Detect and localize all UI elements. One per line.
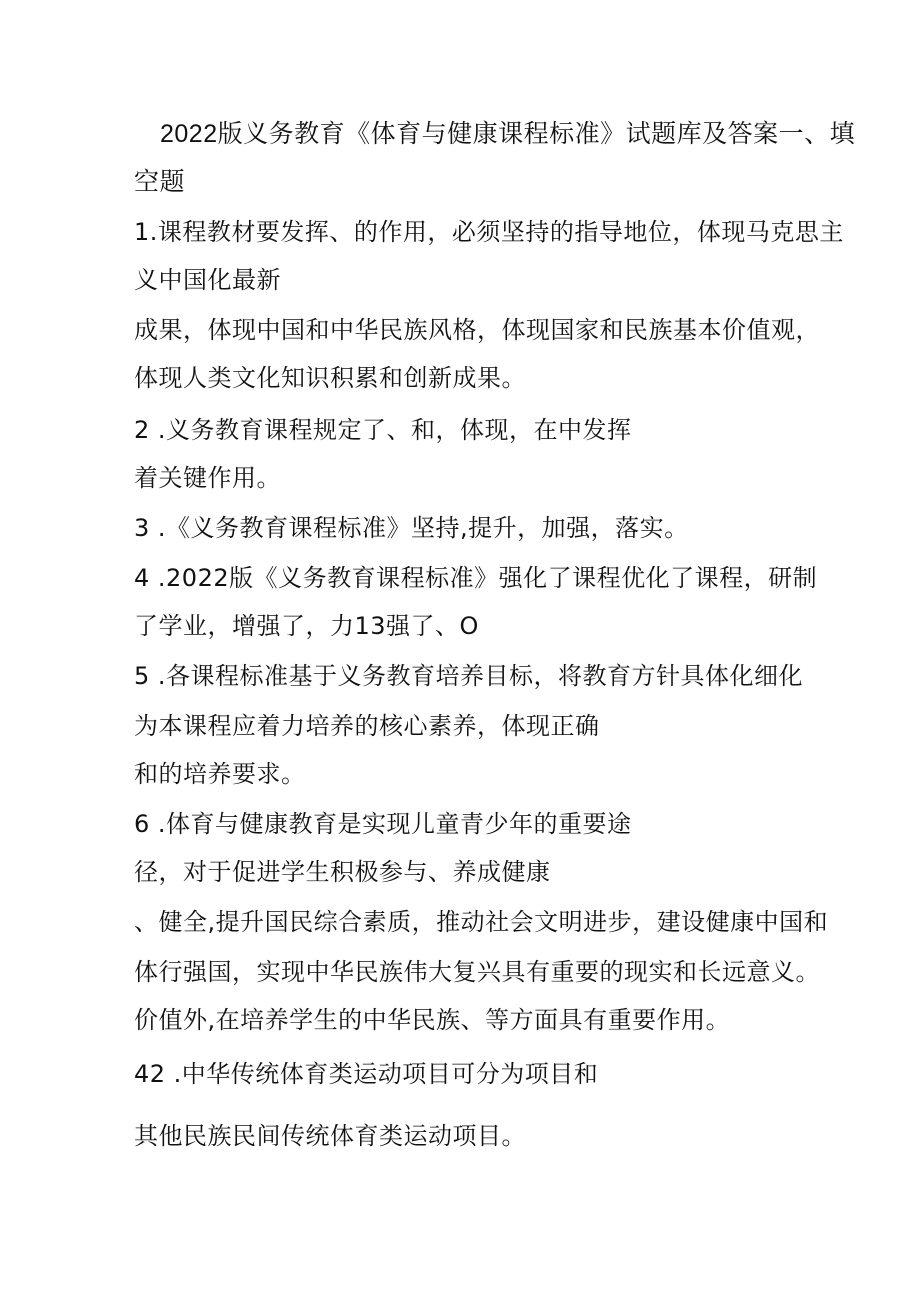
text-line-3: 成果，体现中国和中华民族风格，体现国家和民族基本价值观， bbox=[134, 316, 820, 344]
text-line-10: 5 .各课程标准基于义务教育培养目标，将教育方针具体化细化 bbox=[134, 662, 804, 690]
text-line-11: 为本课程应着力培养的核心素养，体现正确 bbox=[134, 712, 600, 740]
text-line-8: 4 .2022版《义务教育课程标准》强化了课程优化了课程，研制 bbox=[134, 564, 818, 592]
text-line-14: 径，对于促进学生积极参与、养成健康 bbox=[134, 858, 551, 886]
text-line-16: 体行强国，实现中华民族伟大复兴具有重要的现实和长远意义。 bbox=[134, 958, 820, 986]
document-title-line-1: 2022版义务教育《体育与健康课程标准》试题库及答案一、填 bbox=[160, 120, 856, 148]
text-line-19: 其他民族民间传统体育类运动项目。 bbox=[134, 1122, 526, 1150]
text-line-6: 着关键作用。 bbox=[134, 464, 281, 492]
text-line-2: 义中国化最新 bbox=[134, 266, 281, 294]
text-line-18: 42 .中华传统体育类运动项目可分为项目和 bbox=[134, 1060, 599, 1088]
text-line-1: 1.课程教材要发挥、的作用，必须坚持的指导地位，体现马克思主 bbox=[134, 218, 844, 246]
text-line-15: 、健全,提升国民综合素质，推动社会文明进步，建设健康中国和 bbox=[134, 908, 829, 936]
text-line-4: 体现人类文化知识积累和创新成果。 bbox=[134, 364, 526, 392]
text-line-13: 6 .体育与健康教育是实现儿童青少年的重要途 bbox=[134, 810, 632, 838]
text-line-5: 2 .义务教育课程规定了、和，体现，在中发挥 bbox=[134, 416, 632, 444]
text-line-7: 3 .《义务教育课程标准》坚持,提升，加强，落实。 bbox=[134, 514, 689, 542]
text-line-9: 了学业，增强了，力13强了、O bbox=[134, 612, 479, 640]
text-line-12: 和的培养要求。 bbox=[134, 760, 306, 788]
text-line-17: 价值外,在培养学生的中华民族、等方面具有重要作用。 bbox=[134, 1006, 731, 1034]
document-title-line-2: 空题 bbox=[134, 168, 186, 196]
